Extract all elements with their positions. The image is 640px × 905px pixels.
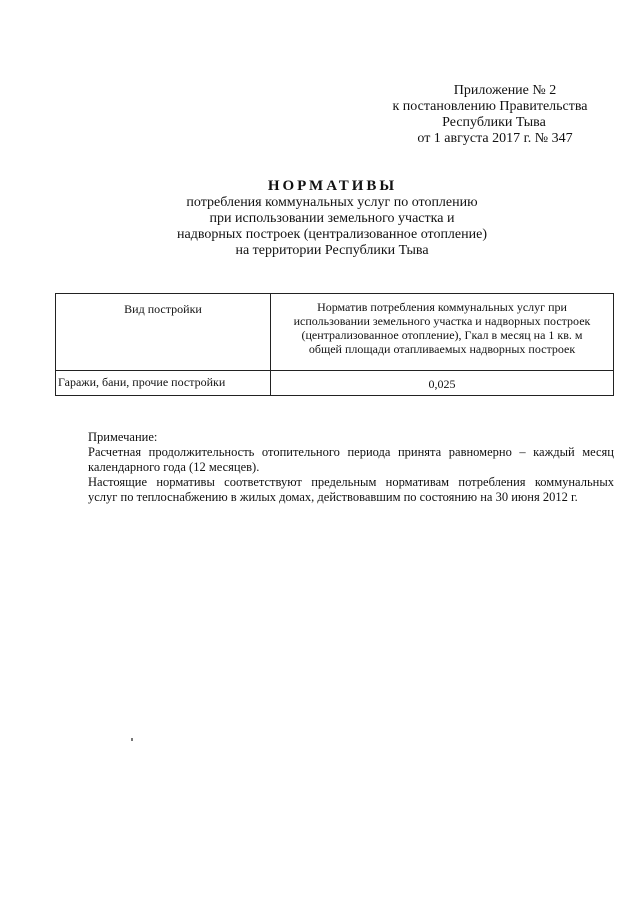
note-section [55,430,614,505]
subtitle-line: при использовании земельного участка и [209,211,455,226]
appendix-header [380,83,600,147]
note-line: календарного года (12 месяцев). [88,460,260,474]
note-line: Настоящие нормативы соответствуют предельным нормативам потребления коммунальных [88,475,614,489]
table-header-row [56,294,614,371]
scan-speck [131,738,133,741]
subtitle-line: надворных построек (централизованное отопление) [177,227,487,242]
appendix-government: Республики Тыва [442,115,546,130]
table-header-norm-line: общей площади отапливаемых надворных построек [308,342,576,356]
note-paragraph-1 [55,445,614,475]
norms-table [55,293,614,396]
note-line: Расчетная продолжительность отопительного периода принята равномерно – каждый месяц [88,445,614,459]
table-row [56,371,614,396]
table-header-building-type: Вид постройки [56,294,271,371]
table-header-norm-line: (централизованное отопление), Гкал в месяц на 1 кв. м [301,328,583,342]
appendix-resolution-ref: к постановлению Правительства [392,99,588,114]
appendix-date: от 1 августа 2017 г. № 347 [417,131,573,146]
table-header-norm-line: Норматив потребления коммунальных услуг при [317,300,567,314]
document-title: НОРМАТИВЫ [267,178,398,194]
appendix-number: Приложение № 2 [453,83,557,98]
note-line: услуг по теплоснабжению в жилых домах, действовавшим по состоянию на 30 июня 2012 г. [88,490,578,504]
document-title-block [0,177,640,259]
table-header-norm-line: использовании земельного участка и надворных построек [293,314,591,328]
note-paragraph-2 [55,475,614,505]
table-cell-norm-value: 0,025 [271,371,614,396]
note-label: Примечание: [88,430,158,444]
table-cell-building-type: Гаражи, бани, прочие постройки [56,371,271,396]
document-subtitle [0,195,640,259]
subtitle-line: на территории Республики Тыва [235,243,429,258]
table-header-norm [271,294,614,371]
subtitle-line: потребления коммунальных услуг по отоплению [186,195,478,210]
